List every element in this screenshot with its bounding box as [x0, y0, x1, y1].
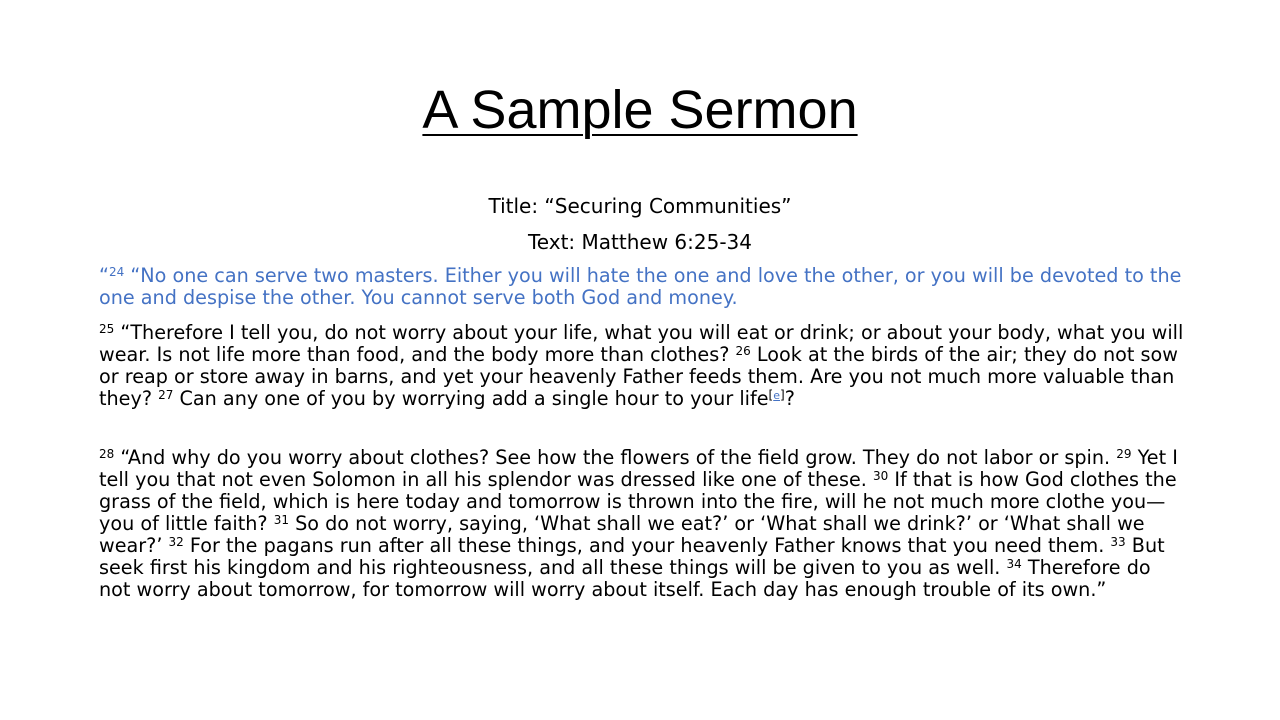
verse-text-28: “And why do you worry about clothes? See how the flowers of the field grow. They do not labor or spin.: [114, 446, 1117, 469]
verse-text-27: Can any one of you by worrying add a single hour to your life: [173, 387, 769, 410]
verse-number-30: 30: [872, 469, 889, 483]
verse-text-24: “No one can serve two masters. Either you will hate the one and love the other, or you will be devoted to the one and despise the other. You cannot serve both God and money.: [99, 264, 1182, 309]
verse-text-30: If that is how God clothes the grass of the field, which is here today and tomorrow is thrown into the fire, will he not much more clothe you—you of little faith?: [99, 468, 1177, 535]
footnote-link[interactable]: e: [773, 389, 781, 402]
verse-number-26: 26: [735, 344, 751, 358]
verse-number-28: 28: [99, 447, 115, 461]
sermon-title: Title: “Securing Communities”: [488, 194, 792, 218]
verse-number-34: 34: [1006, 557, 1022, 571]
verse-number-29: 29: [1116, 447, 1132, 461]
verse-text-33: But seek first his kingdom and his righteousness, and all these things will be given to you as well.: [99, 534, 1165, 579]
verse-text-34: Therefore do not worry about tomorrow, for tomorrow will worry about itself. Each day has enough trouble of its own.”: [99, 556, 1151, 601]
verse-27-end: ?: [784, 387, 795, 410]
verse-text-32: For the pagans run after all these things, and your heavenly Father knows that you need them.: [183, 534, 1111, 557]
verse-text-29: Yet I tell you that not even Solomon in all his splendor was dressed like one of these.: [99, 446, 1178, 491]
verse-number-25: 25: [99, 322, 115, 336]
verse-number-32: 32: [168, 535, 184, 549]
verse-number-27: 27: [158, 388, 174, 402]
verse-number-24: 24: [108, 265, 125, 279]
verse-paragraph-24: [99, 265, 1184, 309]
slide-title: A Sample Sermon: [422, 80, 858, 140]
verse-text-31: So do not worry, saying, ‘What shall we eat?’ or ‘What shall we drink?’ or ‘What shall we wear?’: [99, 512, 1145, 557]
verse-number-33: 33: [1110, 535, 1126, 549]
open-quote: “: [99, 264, 109, 287]
verse-paragraph-25: [99, 322, 1184, 410]
verse-paragraph-28: [99, 447, 1184, 601]
verse-text-26: Look at the birds of the air; they do not sow or reap or store away in barns, and yet your heavenly Father feeds them. Are you not much more valuable than they?: [99, 343, 1178, 410]
footnote-open-bracket: [: [768, 388, 774, 402]
verse-number-31: 31: [273, 513, 289, 527]
footnote-marker: [769, 388, 785, 402]
verse-text-25: “Therefore I tell you, do not worry about your life, what you will eat or drink; or about your body, what you will wear. Is not life more than food, and the body more than clothes?: [99, 321, 1184, 366]
footnote-close-bracket: ]: [780, 388, 785, 402]
scripture-reference: Text: Matthew 6:25-34: [527, 230, 752, 254]
